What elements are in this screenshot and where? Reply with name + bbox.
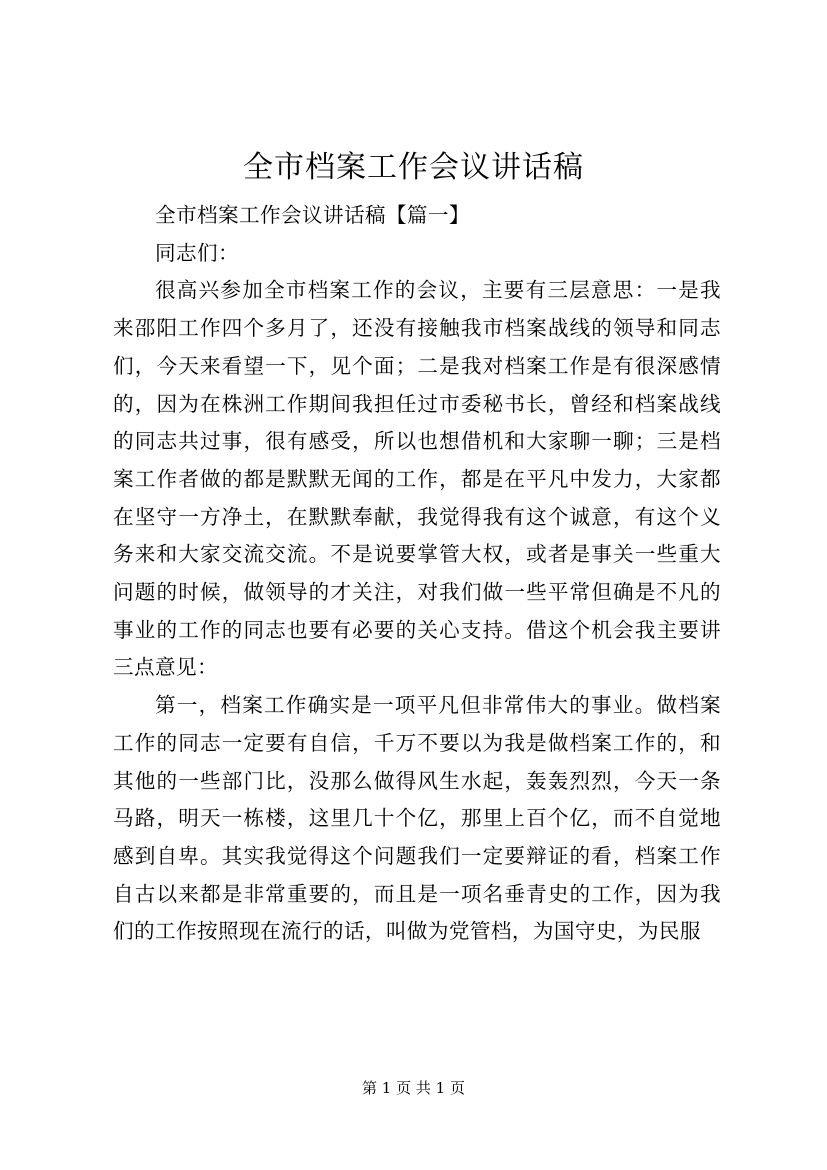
page-footer: 第 1 页 共 1 页 bbox=[362, 1079, 465, 1097]
body-paragraph-point-one: 第一，档案工作确实是一项平凡但非常伟大的事业。做档案工作的同志一定要有自信，千万不要以为我是做档案工作的，和其他的一些部门比，没那么做得风生水起，轰轰烈烈，今天一条马路，明天一栋楼，这里几十个亿，那里上百个亿，而不自觉地感到自卑。其实我觉得这个问题我们一定要辩证的看，档案工作自古以来都是非常重要的，而且是一项名垂青史的工作，因为我们的工作按照现在流行的话，叫做为党管档，为国守史，为民服 bbox=[113, 693, 721, 944]
salutation: 同志们： bbox=[155, 240, 239, 265]
body-paragraph-intro: 很高兴参加全市档案工作的会议，主要有三层意思：一是我来邵阳工作四个多月了，还没有接触我市档案战线的领导和同志们，今天来看望一下，见个面；二是我对档案工作是有很深感情的，因为在株洲工作期间我担任过市委秘书长，曾经和档案战线的同志共过事，很有感受，所以也想借机和大家聊一聊；三是档案工作者做的都是默默无闻的工作，都是在平凡中发力，大家都在坚守一方净土，在默默奉献，我觉得我有这个诚意，有这个义务来和大家交流交流。不是说要掌管大权，或者是事关一些重大问题的时候，做领导的才关注，对我们做一些平常但确是不凡的事业的工作的同志也要有必要的关心支持。借这个机会我主要讲三点意见： bbox=[113, 278, 721, 680]
document-body bbox=[113, 197, 721, 951]
document-title: 全市档案工作会议讲话稿 bbox=[243, 150, 584, 185]
section-heading: 全市档案工作会议讲话稿【篇一】 bbox=[155, 203, 470, 227]
